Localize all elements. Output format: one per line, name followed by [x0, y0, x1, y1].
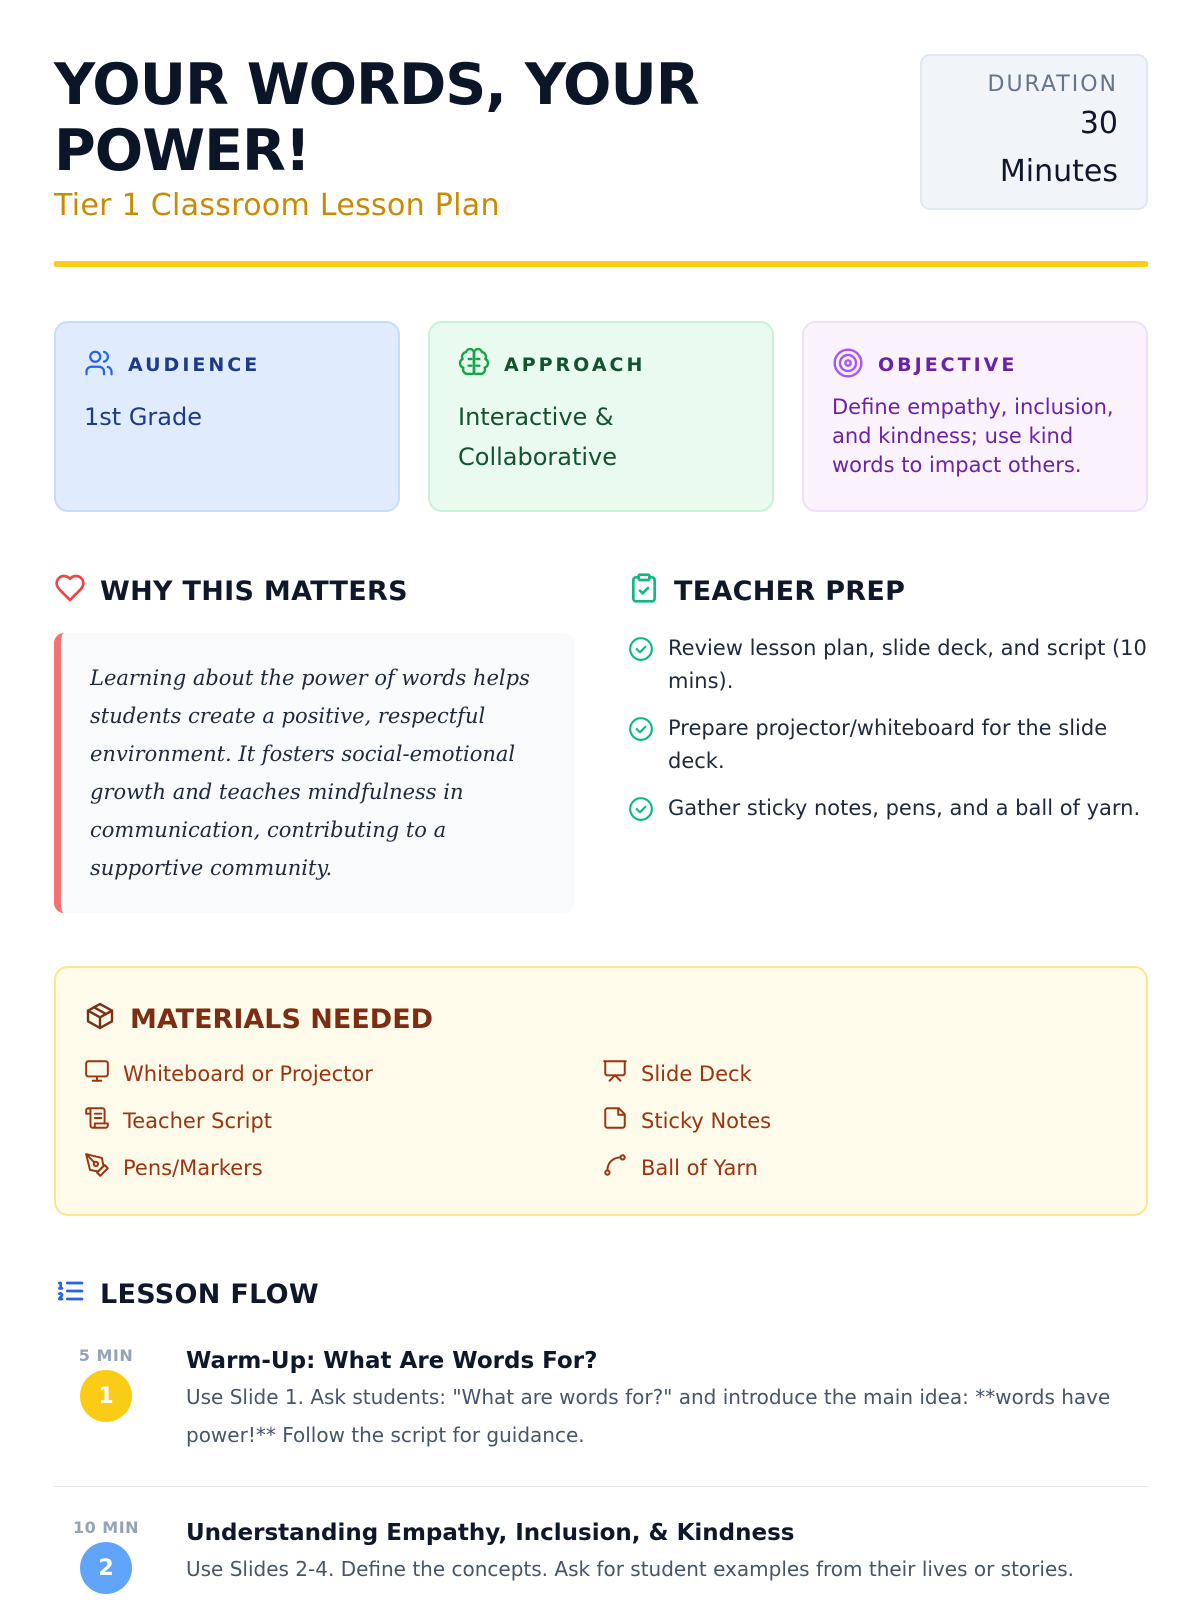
lesson-plan-page: [54, 0, 1148, 1600]
approach-label: APPROACH: [504, 354, 646, 376]
flow-divider: [54, 1486, 1148, 1487]
scroll-icon: [84, 1105, 110, 1136]
users-icon: [84, 348, 114, 382]
prep-item: [628, 712, 1148, 778]
why-text: Learning about the power of words helps students create a positive, respectful environment. It fosters social-emotional growth and teaches mindfulness in communication, contributing to a supportive community.: [90, 666, 530, 880]
step-title: Understanding Empathy, Inclusion, & Kindness: [186, 1520, 795, 1546]
duration-badge: [920, 54, 1148, 210]
prep-list: [628, 632, 1148, 846]
audience-card: [54, 321, 400, 512]
duration-value: 30: [1079, 106, 1118, 141]
prep-item: [628, 632, 1148, 698]
material-item: [602, 1105, 771, 1136]
package-icon: [84, 1000, 116, 1039]
page-title: YOUR WORDS, YOUR POWER!: [54, 52, 699, 184]
step-title: Warm-Up: What Are Words For?: [186, 1348, 598, 1374]
target-icon: [832, 347, 864, 383]
check-circle-icon: [628, 716, 654, 778]
duration-label: DURATION: [987, 72, 1118, 97]
step-description: Use Slide 1. Ask students: "What are words for?" and introduce the main idea: **words have power!** Follow the script for guidance.: [186, 1385, 1111, 1447]
brain-icon: [458, 347, 490, 383]
objective-label: OBJECTIVE: [878, 354, 1018, 376]
approach-card: [428, 321, 774, 512]
objective-value: Define empathy, inclusion, and kindness; use kind words to impact others.: [832, 395, 1114, 477]
material-label: Whiteboard or Projector: [123, 1061, 373, 1086]
why-heading-row: [54, 572, 408, 611]
step-number: 1: [80, 1370, 132, 1422]
material-label: Pens/Markers: [123, 1155, 263, 1180]
prep-item: [628, 792, 1148, 832]
why-heading: WHY THIS MATTERS: [100, 576, 408, 607]
step-time: 10 MIN: [72, 1518, 140, 1537]
prep-item-text: Prepare projector/whiteboard for the slide deck.: [668, 716, 1108, 773]
material-item: [602, 1152, 758, 1183]
prep-item-text: Review lesson plan, slide deck, and script (10 mins).: [668, 636, 1147, 693]
material-label: Teacher Script: [123, 1108, 273, 1133]
check-circle-icon: [628, 636, 654, 698]
heart-icon: [54, 572, 86, 611]
approach-value: Interactive & Collaborative: [458, 403, 618, 471]
pen-icon: [84, 1152, 110, 1183]
flow-heading-row: [54, 1275, 319, 1314]
material-item: [84, 1152, 263, 1183]
materials-panel: [54, 966, 1148, 1216]
material-item: [84, 1105, 272, 1136]
header-divider: [54, 261, 1148, 267]
materials-heading: MATERIALS NEEDED: [130, 1004, 434, 1035]
yarn-icon: [602, 1152, 628, 1183]
prep-item-text: Gather sticky notes, pens, and a ball of yarn.: [668, 796, 1141, 820]
material-label: Slide Deck: [641, 1061, 752, 1086]
material-item: [602, 1058, 752, 1089]
check-circle-icon: [628, 796, 654, 832]
material-label: Sticky Notes: [641, 1108, 772, 1133]
step-number: 2: [80, 1542, 132, 1594]
audience-label: AUDIENCE: [128, 354, 261, 376]
why-quote-box: [54, 633, 574, 913]
prep-heading: TEACHER PREP: [674, 576, 906, 607]
page-subtitle: Tier 1 Classroom Lesson Plan: [54, 188, 500, 223]
presentation-icon: [602, 1058, 628, 1089]
step-description: Use Slides 2-4. Define the concepts. Ask for student examples from their lives or stories.: [186, 1557, 1075, 1581]
objective-card: [802, 321, 1148, 512]
duration-unit: Minutes: [999, 154, 1118, 189]
monitor-icon: [84, 1058, 110, 1089]
sticky-note-icon: [602, 1105, 628, 1136]
flow-heading: LESSON FLOW: [100, 1279, 319, 1310]
clipboard-check-icon: [628, 572, 660, 611]
step-time: 5 MIN: [78, 1346, 134, 1365]
materials-heading-row: [84, 1000, 433, 1039]
list-ordered-icon: [54, 1275, 86, 1314]
material-item: [84, 1058, 373, 1089]
material-label: Ball of Yarn: [641, 1155, 758, 1180]
prep-heading-row: [628, 572, 905, 611]
audience-value: 1st Grade: [84, 403, 202, 431]
